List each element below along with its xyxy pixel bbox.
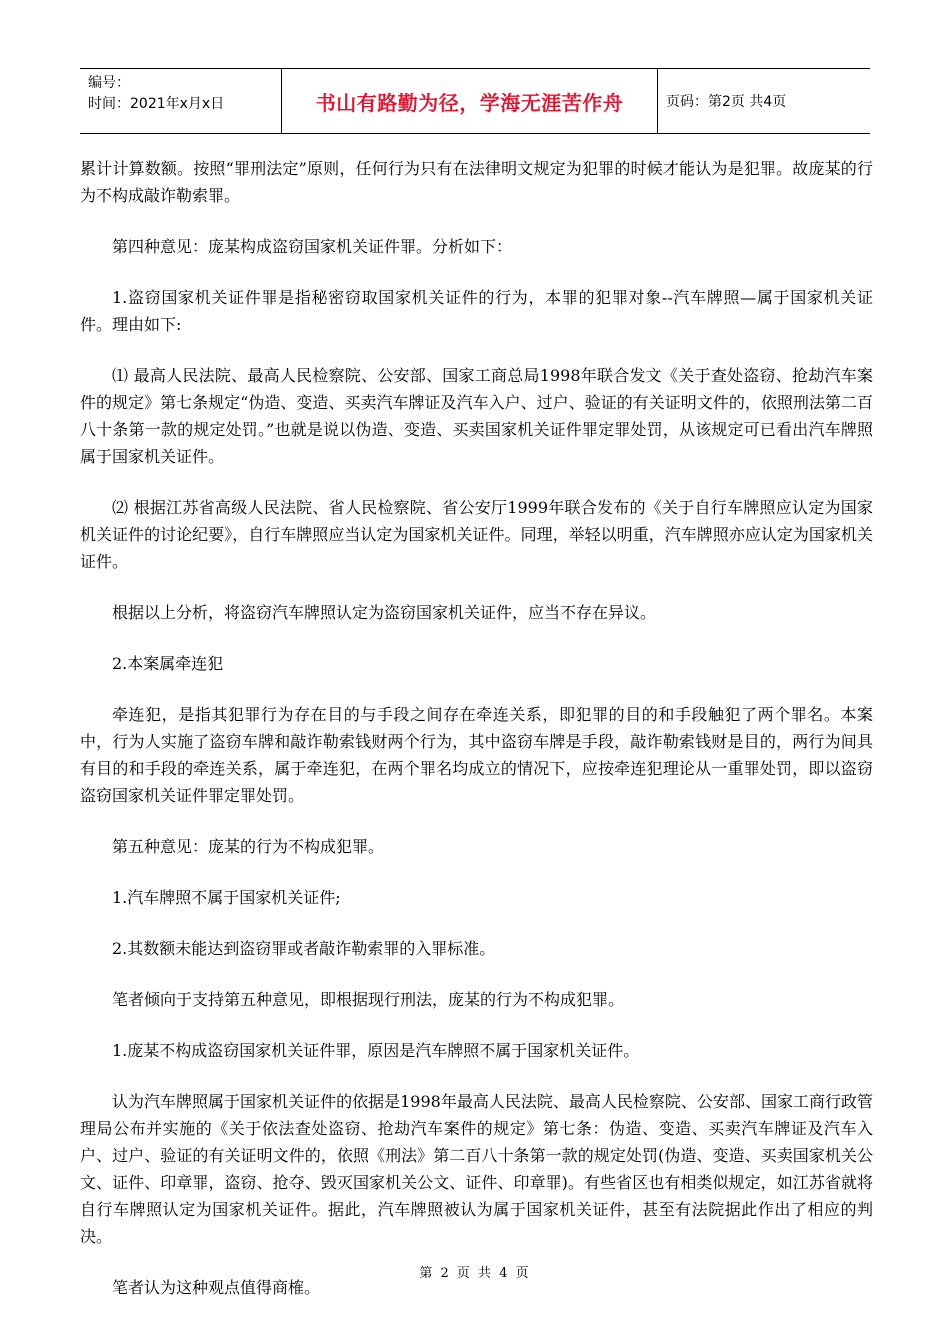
paragraph: ⑵ 根据江苏省高级人民法院、省人民检察院、省公安厅1999年联合发布的《关于自行车牌照应认定为国家机关证件的讨论纪要》，自行车牌照应当认定为国家机关证件。同理，举轻以明重，汽车牌照亦应认定为国家机关证件。 [80,498,873,571]
paragraph: 1.庞某不构成盗窃国家机关证件罪，原因是汽车牌照不属于国家机关证件。 [112,1041,640,1060]
paragraph: 2.其数额未能达到盗窃罪或者敲诈勒索罪的入罪标准。 [112,939,496,958]
paragraph: 第四种意见：庞某构成盗窃国家机关证件罪。分析如下： [112,237,513,256]
document-body [80,155,873,1325]
paragraph: 笔者认为这种观点值得商榷。 [112,1278,321,1297]
footer-page-number: 第 2 页 共 4 页 [419,1266,531,1281]
paragraph: 牵连犯，是指其犯罪行为存在目的与手段之间存在牵连关系，即犯罪的目的和手段触犯了两个罪名。本案中，行为人实施了盗窃车牌和敲诈勒索钱财两个行为，其中盗窃车牌是手段，敲诈勒索钱财是目的，两行为间具有目的和手段的牵连关系，属于牵连犯，在两个罪名均成立的情况下，应按牵连犯理论从一重罪处罚，即以盗窃盗窃国家机关证件罪定罪处罚。 [80,705,873,805]
paragraph: 1.盗窃国家机关证件罪是指秘密窃取国家机关证件的行为，本罪的犯罪对象--汽车牌照—属于国家机关证件。理由如下: [80,288,873,334]
document-date: 时间：2021年x月x日 [88,96,225,112]
paragraph: 2.本案属牵连犯 [112,654,224,673]
header-info [80,69,282,133]
header-motto: 书山有路勤为径，学海无涯苦作舟 [315,90,624,115]
page-footer [0,1262,950,1281]
header-page-number: 页码：第2页 共4页 [666,94,787,110]
paragraph: 累计计算数额。按照“罪刑法定”原则，任何行为只有在法律明文规定为犯罪的时候才能认为是犯罪。故庞某的行为不构成敲诈勒索罪。 [80,159,873,205]
header-motto-cell [282,69,658,133]
paragraph: ⑴ 最高人民法院、最高人民检察院、公安部、国家工商总局1998年联合发文《关于查处盗窃、抢劫汽车案件的规定》第七条规定“伪造、变造、买卖汽车牌证及汽车入户、过户、验证的有关证明文件的，依照刑法第二百八十条第一款的规定处罚。”也就是说以伪造、变造、买卖国家机关证件罪定罪处罚，从该规定可已看出汽车牌照属于国家机关证件。 [80,366,873,466]
document-number: 编号： [88,75,130,91]
paragraph: 笔者倾向于支持第五种意见，即根据现行刑法，庞某的行为不构成犯罪。 [112,990,625,1009]
header-page-cell [658,69,870,133]
paragraph: 根据以上分析，将盗窃汽车牌照认定为盗窃国家机关证件，应当不存在异议。 [112,603,657,622]
paragraph: 第五种意见：庞某的行为不构成犯罪。 [112,837,385,856]
paragraph: 1.汽车牌照不属于国家机关证件; [112,888,341,907]
paragraph: 认为汽车牌照属于国家机关证件的依据是1998年最高人民法院、最高人民检察院、公安部、国家工商行政管理局公布并实施的《关于依法查处盗窃、抢劫汽车案件的规定》第七条：伪造、变造、买卖汽车牌证及汽车入户、过户、验证的有关证明文件的，依照《刑法》第二百八十条第一款的规定处罚(伪造、变造、买卖国家机关公文、证件、印章罪，盗窃、抢夺、毁灭国家机关公文、证件、印章罪)。有些省区也有相类似规定，如江苏省就将自行车牌照认定为国家机关证件。据此，汽车牌照被认为属于国家机关证件，甚至有法院据此作出了相应的判决。 [80,1092,873,1246]
page-header [80,68,870,134]
